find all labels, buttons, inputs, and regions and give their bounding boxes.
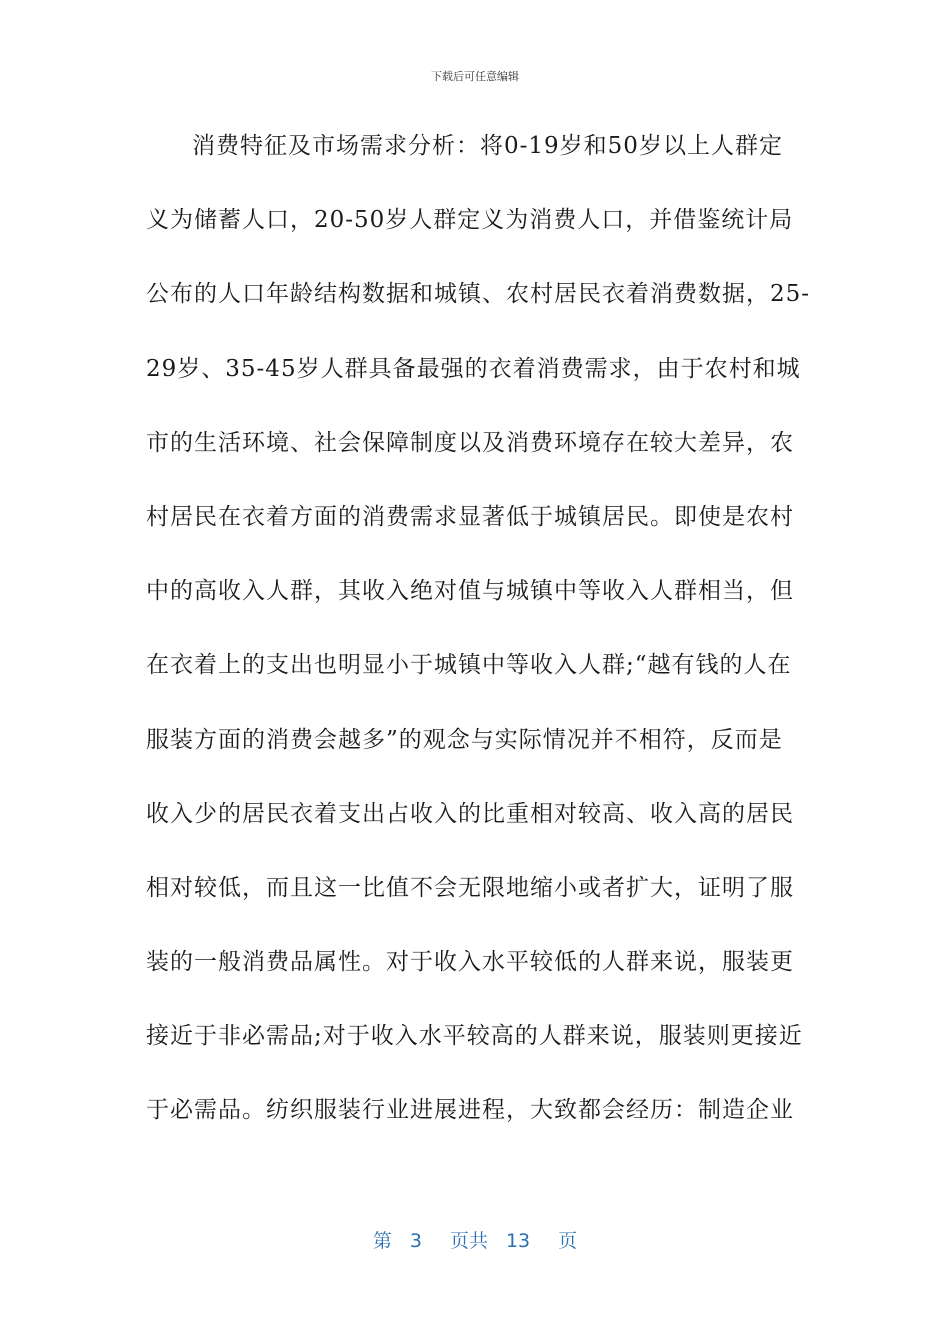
paragraph-line: 中的高收入人群，其收入绝对值与城镇中等收入人群相当，但 [146,578,794,605]
paragraph-line: 在衣着上的支出也明显小于城镇中等收入人群;“越有钱的人在 [146,652,792,679]
total-page-count: 13 [505,1230,531,1252]
paragraph-line: 村居民在衣着方面的消费需求显著低于城镇居民。即使是农村 [146,503,794,530]
document-paragraph [146,124,811,1163]
paragraph-line: 相对较低，而且这一比值不会无限地缩小或者扩大，证明了服 [146,874,794,901]
page-prefix: 第 [372,1230,392,1252]
paragraph-line: 义为储蓄人口，20-50岁人群定义为消费人口，并借鉴统计局 [146,207,794,234]
page-total-label: 页共 [449,1230,488,1252]
paragraph-line: 服装方面的消费会越多”的观念与实际情况并不相符，反而是 [146,726,783,753]
paragraph-line: 公布的人口年龄结构数据和城镇、农村居民衣着消费数据，25- [146,281,811,308]
page-suffix: 页 [558,1230,578,1252]
paragraph-line: 接近于非必需品;对于收入水平较高的人群来说，服装则更接近 [146,1023,803,1050]
page-footer [0,1226,950,1253]
paragraph-line: 消费特征及市场需求分析：将0-19岁和50岁以上人群定 [192,133,783,159]
current-page-number: 3 [409,1230,422,1252]
paragraph-line: 收入少的居民衣着支出占收入的比重相对较高、收入高的居民 [146,800,794,827]
paragraph-line: 市的生活环境、社会保障制度以及消费环境存在较大差异，农 [146,429,794,456]
page-header: 下载后可任意编辑 [431,70,519,83]
paragraph-line: 装的一般消费品属性。对于收入水平较低的人群来说，服装更 [146,949,794,976]
paragraph-line: 于必需品。纺织服装行业进展进程，大致都会经历：制造企业 [146,1097,794,1124]
paragraph-line: 29岁、35-45岁人群具备最强的衣着消费需求，由于农村和城 [146,355,801,382]
